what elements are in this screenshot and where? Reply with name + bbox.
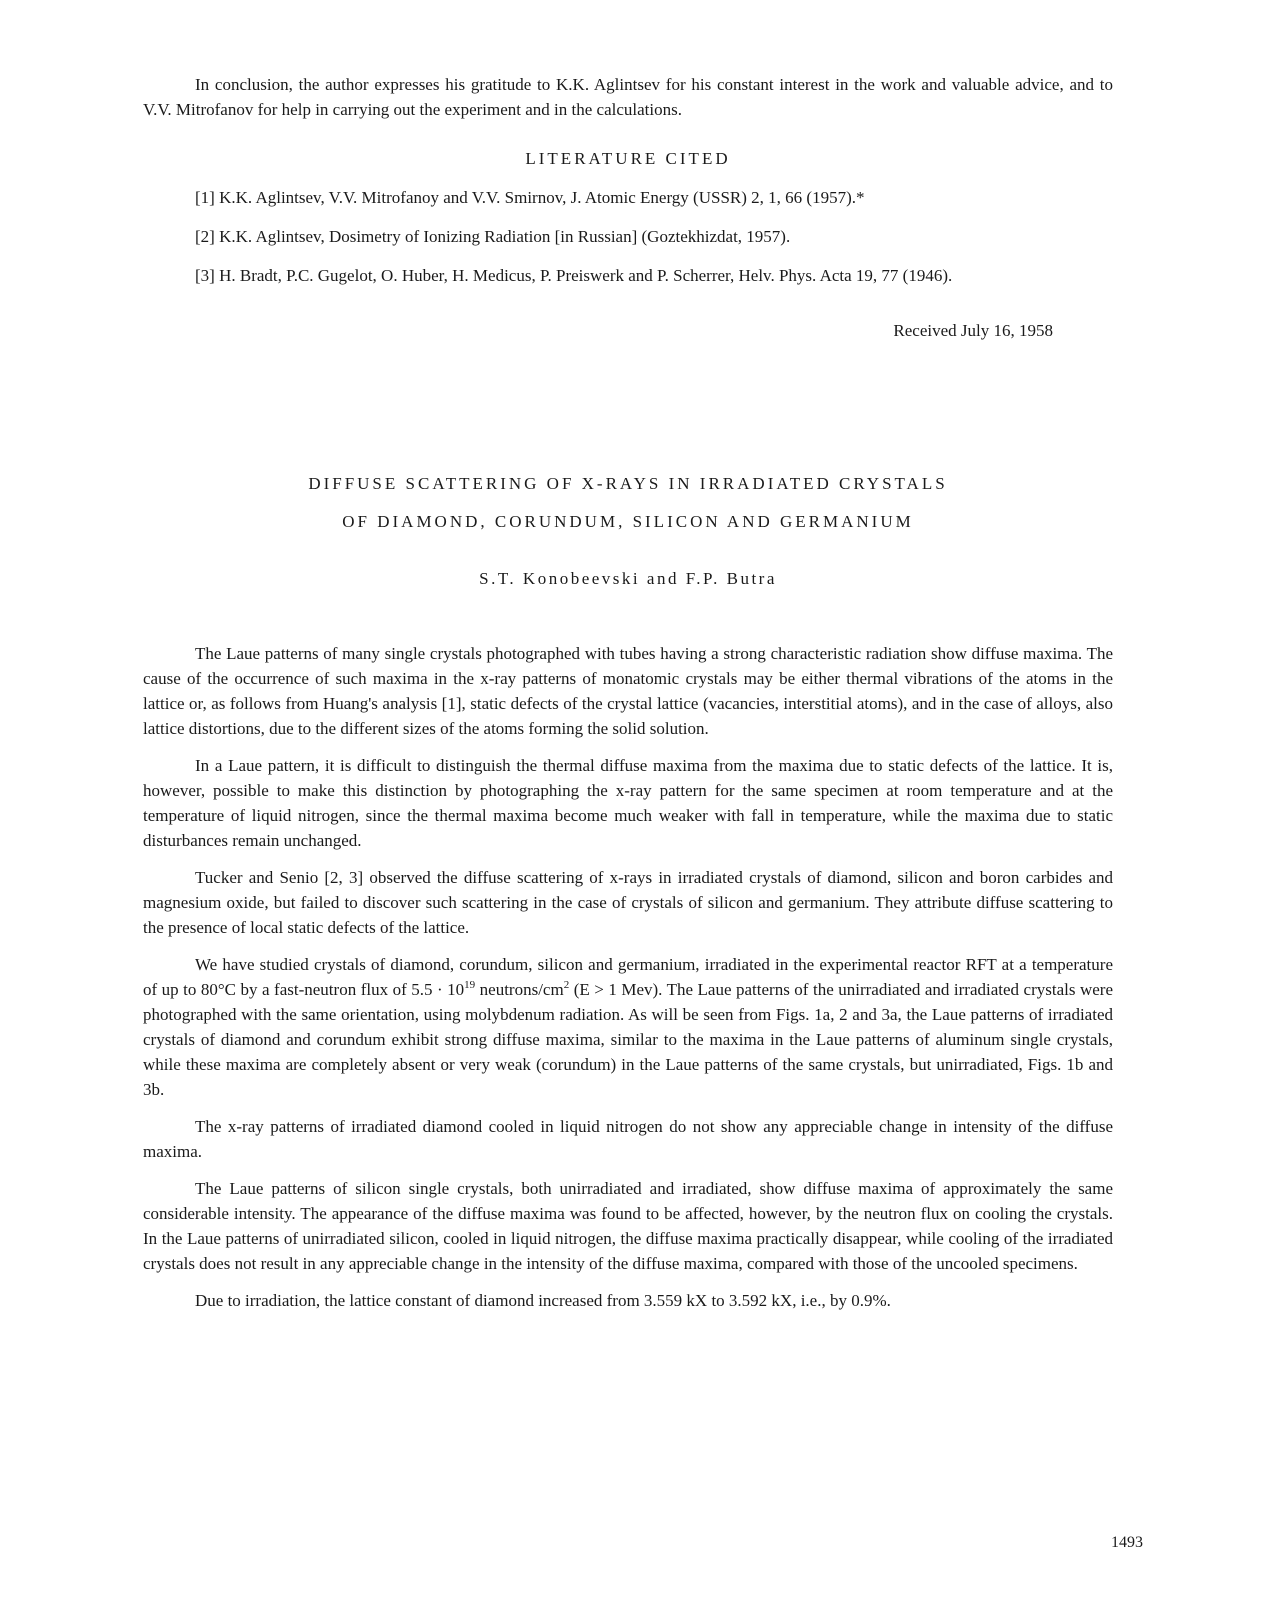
p4-exponent-2: 2	[563, 979, 570, 991]
page-content	[143, 72, 1113, 1325]
body-paragraph-1: The Laue patterns of many single crystals photographed with tubes having a strong characteristic radiation show diffuse maxima. The cause of the occurrence of such maxima in the x-ray patterns of monatomic crystals may be either thermal vibrations of the atoms in the lattice or, as follows from Huang's analysis [1], static defects of the crystal lattice (vacancies, interstitial atoms), and in the case of alloys, also lattice distortions, due to the different sizes of the atoms forming the solid solution.	[143, 644, 1113, 738]
p4-text-3: (E > 1 Mev). The Laue patterns of the unirradiated and irradiated crystals were photographed with the same orientation, using molybdenum radiation. As will be seen from Figs. 1a, 2 and 3a, the Laue patterns of irradiated crystals of diamond and corundum exhibit strong diffuse maxima, similar to the maxima in the Laue patterns of aluminum single crystals, while these maxima are completely absent or very weak (corundum) in the Laue patterns of the same crystals, but unirradiated, Figs. 1b and 3b.	[143, 980, 1113, 1099]
reference-3: [3] H. Bradt, P.C. Gugelot, O. Huber, H. Medicus, P. Preiswerk and P. Scherrer, Helv. Phys. Acta 19, 77 (1946).	[195, 266, 953, 285]
body-paragraph-2: In a Laue pattern, it is difficult to distinguish the thermal diffuse maxima from the maxima due to static defects of the lattice. It is, however, possible to make this distinction by photographing the x-ray pattern for the same specimen at room temperature and at the temperature of liquid nitrogen, since the thermal maxima become much weaker with fall in temperature, while the maxima due to static disturbances remain unchanged.	[143, 756, 1113, 850]
body-paragraph-4	[143, 952, 1113, 1102]
body-paragraph-6: The Laue patterns of silicon single crystals, both unirradiated and irradiated, show diffuse maxima of approximately the same considerable intensity. The appearance of the diffuse maxima was found to be affected, however, by the neutron flux on cooling the crystals. In the Laue patterns of unirradiated silicon, cooled in liquid nitrogen, the diffuse maxima practically disappear, while cooling of the irradiated crystals does not result in any appreciable change in the intensity of the diffuse maxima, compared with those of the uncooled specimens.	[143, 1179, 1113, 1273]
reference-1: [1] K.K. Aglintsev, V.V. Mitrofanoy and V.V. Smirnov, J. Atomic Energy (USSR) 2, 1, 66 (1957).*	[195, 188, 865, 207]
p4-exponent-1: 19	[464, 979, 476, 991]
reference-2: [2] K.K. Aglintsev, Dosimetry of Ionizing Radiation [in Russian] (Goztekhizdat, 1957).	[195, 227, 791, 246]
p4-text-2: neutrons/cm	[475, 980, 564, 999]
literature-heading: LITERATURE CITED	[525, 149, 731, 168]
body-paragraph-3: Tucker and Senio [2, 3] observed the diffuse scattering of x-rays in irradiated crystals of diamond, silicon and boron carbides and magnesium oxide, but failed to discover such scattering in the case of crystals of silicon and germanium. They attribute diffuse scattering to the presence of local static defects of the lattice.	[143, 868, 1113, 937]
title-line-2: OF DIAMOND, CORUNDUM, SILICON AND GERMANIUM	[342, 512, 914, 531]
title-line-1: DIFFUSE SCATTERING OF X-RAYS IN IRRADIATED CRYSTALS	[308, 474, 948, 493]
p4-text-1: We have studied crystals of diamond, corundum, silicon and germanium, irradiated in the experimental reactor RFT at a temperature of up to 80°C by a fast-neutron flux of 5.5 · 10	[143, 955, 1113, 999]
acknowledgement-paragraph: In conclusion, the author expresses his gratitude to K.K. Aglintsev for his constant interest in the work and valuable advice, and to V.V. Mitrofanov for help in carrying out the experiment and in the calculations.	[143, 75, 1113, 119]
body-paragraph-5: The x-ray patterns of irradiated diamond cooled in liquid nitrogen do not show any appreciable change in intensity of the diffuse maxima.	[143, 1117, 1113, 1161]
article-authors: S.T. Konobeevski and F.P. Butra	[479, 569, 777, 588]
received-date: Received July 16, 1958	[893, 321, 1053, 340]
article-title	[143, 465, 1113, 541]
page-number: 1493	[1111, 1534, 1143, 1551]
body-paragraph-7: Due to irradiation, the lattice constant of diamond increased from 3.559 kX to 3.592 kX, i.e., by 0.9%.	[195, 1291, 891, 1310]
